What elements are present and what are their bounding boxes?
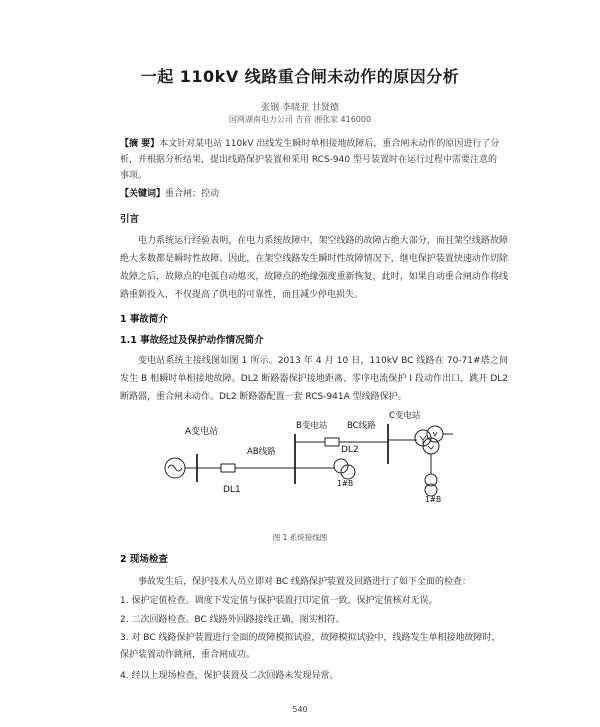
section2-item-4: 4. 经以上现场检查，保护装置及二次回路未发现异常。 (120, 671, 339, 681)
intro-heading: 引言 (120, 214, 140, 225)
transformer-c (388, 426, 453, 496)
abstract-label: 【摘 要】 (120, 139, 160, 149)
section2-item-3: 3. 对 BC 线路保护装置进行全面的故障模拟试验，故障模拟试验中，线路发生单相接地故障时，保护装置动作跳闸，重合闸成功。 (120, 633, 501, 660)
keywords-text: 重合闸；控动 (165, 189, 220, 199)
label-1b-mid: 1#B (337, 479, 354, 488)
authors: 张钢 李晓亚 甘贤德 (261, 103, 339, 113)
section2-heading: 2 现场检查 (120, 554, 168, 565)
system-wiring-diagram (155, 404, 460, 524)
section2-item-2: 2. 二次回路检查。BC 线路外回路接线正确，图实相符。 (120, 615, 345, 625)
ab-line (197, 434, 295, 484)
section1-heading: 1 事故简介 (120, 314, 168, 325)
abstract (120, 136, 505, 184)
keywords-label: 【关键词】 (120, 189, 166, 199)
keywords (120, 186, 219, 199)
section2-item-1: 1. 保护定值检查。调度下发定值与保护装置打印定值一致，保护定值核对无误。 (120, 596, 438, 606)
generator-a (165, 454, 197, 482)
label-dl1: DL1 (223, 485, 241, 495)
label-1b-right: 1#B (425, 495, 442, 504)
section1-1-paragraph: 变电站系统主接线图如图 1 所示。2013 年 4 月 10 日，110kV BC 线路在 70-71#塔之间发生 B 相瞬时单相接地故障。DL2 断路器保护接地距离、零序电流保护 I 段动作出口，跳开 DL2 断路器，重合闸未动作。DL2 断路器配置一套 RCS-941A 型线路保护。 (120, 356, 508, 402)
affiliation: 国网湖南电力公司 吉首 湘张家 416000 (228, 115, 372, 124)
label-b-station: B变电站 (296, 421, 328, 431)
transformer-mid (295, 459, 355, 479)
section1-1-heading: 1.1 事故经过及保护动作情况简介 (120, 335, 264, 346)
label-a-station: A变电站 (185, 427, 219, 437)
label-c-station: C变电站 (389, 411, 421, 421)
page-number: 540 (292, 705, 308, 714)
label-dl2: DL2 (341, 445, 359, 455)
section2-intro: 事故发生后，保护技术人员立即对 BC 线路保护装置及回路进行了如下全面的检查： (138, 577, 472, 587)
figure-caption: 图 1 系统接线图 (272, 533, 328, 542)
paper-title: 一起 110kV 线路重合闸未动作的原因分析 (140, 67, 460, 86)
label-ab-line: AB线路 (247, 447, 276, 457)
intro-paragraph: 电力系统运行经验表明，在电力系统故障中，架空线路的故障占绝大部分，而且架空线路故障绝大多数都是瞬时性故障。因此，在架空线路发生瞬时性故障情况下，继电保护装置快速动作切除故障之后，故障点的电弧自动熄灭，故障点的绝缘强度重新恢复，此时，如果自动重合闸动作将线路重新投入，不仅提高了供电的可靠性，而且减少停电损失。 (120, 236, 508, 300)
label-bc-line: BC线路 (347, 421, 376, 431)
abstract-text: 本文针对某电站 110kV 出线发生瞬时单相接地故障后，重合闸未动作的原因进行了分析，并根据分析结果，提出线路保护装置和采用 RCS-940 型号装置时在运行过程中需要注意的事项。 (120, 139, 500, 181)
